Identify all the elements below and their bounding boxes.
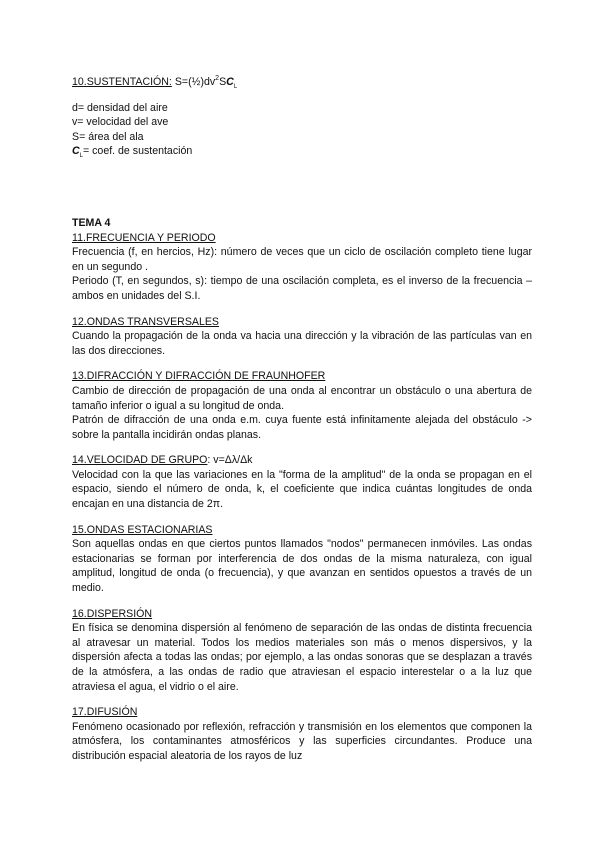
cl-sub: L bbox=[79, 153, 83, 160]
section-14-title: 14.VELOCIDAD DE GRUPO bbox=[72, 454, 208, 467]
lift-formula-c: C bbox=[226, 76, 234, 88]
section-10-definition-3: S= área del ala bbox=[72, 130, 144, 143]
section-11-paragraph-1: Frecuencia (f, en hercios, Hz): número de veces que un ciclo de oscilación completo tiene lugar en un segundo . bbox=[72, 246, 532, 273]
section-10-definition-1: d= densidad del aire bbox=[72, 101, 168, 114]
section-12-title: 12.ONDAS TRANSVERSALES bbox=[72, 315, 219, 328]
lift-formula-main: S=(½)dv bbox=[174, 76, 216, 88]
lift-formula bbox=[175, 76, 237, 88]
section-10-heading bbox=[72, 72, 532, 95]
section-15-title: 15.ONDAS ESTACIONARIAS bbox=[72, 523, 213, 536]
tema-heading: TEMA 4 bbox=[72, 216, 111, 229]
section-12-paragraph-1: Cuando la propagación de la onda va hacia una dirección y la vibración de las partículas van en las dos direcciones. bbox=[72, 330, 532, 357]
cl-symbol: C bbox=[72, 145, 80, 158]
section-11 bbox=[72, 231, 532, 304]
section-13-paragraph-1: Cambio de dirección de propagación de una onda al encontrar un obstáculo o una abertura de tamaño inferior o igual a su longitud de onda. bbox=[72, 384, 532, 412]
section-15 bbox=[72, 523, 532, 596]
section-17-paragraph-1: Fenómeno ocasionado por reflexión, refracción y transmisión en los elementos que componen la atmósfera, los contaminantes atmosféricos y las superficies circundantes. Produce una distribución espacial aleatoria de los rayos de luz bbox=[72, 720, 532, 762]
lift-formula-c-sub: L bbox=[233, 84, 238, 90]
lift-formula-s: S bbox=[219, 76, 227, 88]
group-velocity-formula: : v=Δλ/Δk bbox=[207, 454, 253, 467]
section-13 bbox=[72, 369, 532, 442]
section-13-title: 13.DIFRACCIÓN Y DIFRACCIÓN DE FRAUNHOFER bbox=[72, 370, 326, 383]
section-14-paragraph-1: Velocidad con la que las variaciones en la "forma de la amplitud" de la onda se propagan en el espacio, siendo el número de onda, k, el coeficiente que indica cuántas longitudes de onda encajan en una distancia de 2π. bbox=[72, 468, 532, 511]
section-14-heading bbox=[72, 453, 532, 468]
section-16-title: 16.DISPERSIÓN bbox=[72, 607, 153, 620]
lift-formula-exponent: 2 bbox=[215, 75, 220, 82]
section-16 bbox=[72, 607, 532, 695]
section-13-paragraph-2: Patrón de difracción de una onda e.m. cuya fuente está infinitamente alejada del obstáculo -> sobre la pantalla incidirán ondas planas. bbox=[72, 414, 532, 441]
section-14 bbox=[72, 453, 532, 511]
cl-text: = coef. de sustentación bbox=[83, 145, 193, 158]
document-page bbox=[72, 72, 532, 764]
section-17 bbox=[72, 705, 532, 763]
section-11-paragraph-2: Periodo (T, en segundos, s): tiempo de una oscilación completa, es el inverso de la frecuencia – ambos en unidades del S.I. bbox=[72, 275, 532, 302]
section-10-definition-4 bbox=[72, 144, 532, 164]
section-16-paragraph-1: En física se denomina dispersión al fenómeno de separación de las ondas de distinta frecuencia al atravesar un material. Todos los medios materiales son más o menos dispersivos, y la dispersión afecta a todas las ondas; por ejemplo, a las ondas sonoras que se desplazan a través de la atmósfera, a las ondas de radio que atraviesan el espacio interestelar o a la luz que atraviesa el agua, el vidrio o el aire. bbox=[72, 622, 532, 693]
section-17-title: 17.DIFUSIÓN bbox=[72, 706, 138, 719]
section-11-title: 11.FRECUENCIA Y PERIODO bbox=[72, 231, 216, 244]
section-15-paragraph-1: Son aquellas ondas en que ciertos puntos llamados "nodos" permanecen inmóviles. Las ondas estacionarias se forman por interferencia de dos ondas de la misma naturaleza, con igual amplitud, longitud de onda (o frecuencia), y que avanzan en sentidos opuestos a través de un medio. bbox=[72, 538, 532, 595]
section-12 bbox=[72, 315, 532, 359]
section-10-definition-2: v= velocidad del ave bbox=[72, 116, 169, 129]
section-10-title: 10.SUSTENTACIÓN: bbox=[72, 76, 172, 88]
